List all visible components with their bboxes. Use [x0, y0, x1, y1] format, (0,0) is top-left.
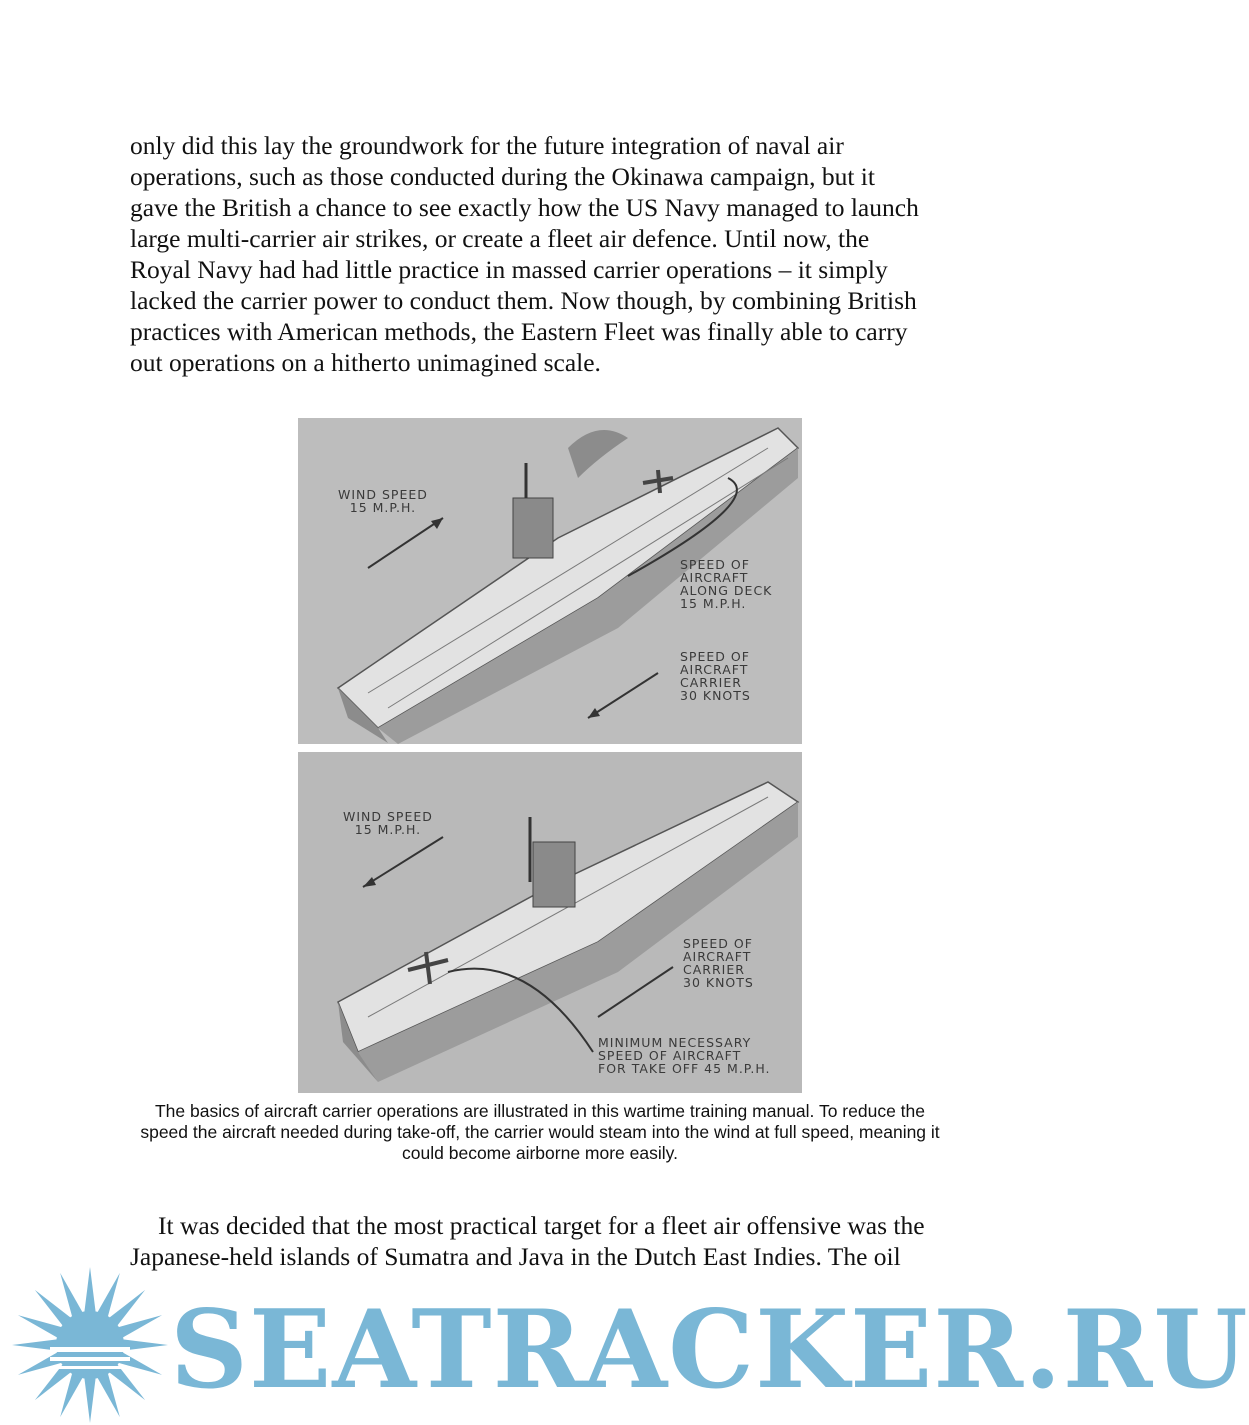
- carrier-speed-label-top: SPEED OF AIRCRAFT CARRIER 30 KNOTS: [680, 649, 751, 703]
- takeoff-speed-label: MINIMUM NECESSARY SPEED OF AIRCRAFT FOR TAKE OFF 45 M.P.H.: [598, 1035, 771, 1076]
- figure-caption: The basics of aircraft carrier operations are illustrated in this wartime training manual. To reduce the speed the aircraft needed during take-off, the carrier would steam into the wind at full speed, meaning it could become airborne more easily.: [140, 1101, 940, 1163]
- body-paragraph-top: only did this lay the groundwork for the future integration of naval air operations, such as those conducted during the Okinawa campaign, but it gave the British a chance to see exactly how the US Navy managed to launch large multi-carrier air strikes, or create a fleet air defence. Until now, the Royal Navy had had little practice in massed carrier operations – it simply lacked the carrier power to conduct them. Now though, by combining British practices with American methods, the Eastern Fleet was finally able to carry out operations on a hitherto unimagined scale.: [130, 131, 919, 377]
- carrier-illustration-bottom: [298, 752, 802, 1093]
- body-paragraph-bottom: It was decided that the most practical target for a fleet air offensive was the Japanese-held islands of Sumatra and Java in the Dutch East Indies. The oil: [130, 1211, 925, 1271]
- wind-speed-label-bottom: WIND SPEED 15 M.P.H.: [343, 809, 433, 837]
- carrier-illustration-top: [298, 418, 802, 744]
- carrier-speed-label-bottom: SPEED OF AIRCRAFT CARRIER 30 KNOTS: [683, 936, 754, 990]
- watermark-text: SEATRACKER.RU: [170, 1287, 1249, 1413]
- aircraft-deck-speed-label: SPEED OF AIRCRAFT ALONG DECK 15 M.P.H.: [680, 557, 773, 611]
- wind-speed-label-top: WIND SPEED 15 M.P.H.: [338, 487, 428, 515]
